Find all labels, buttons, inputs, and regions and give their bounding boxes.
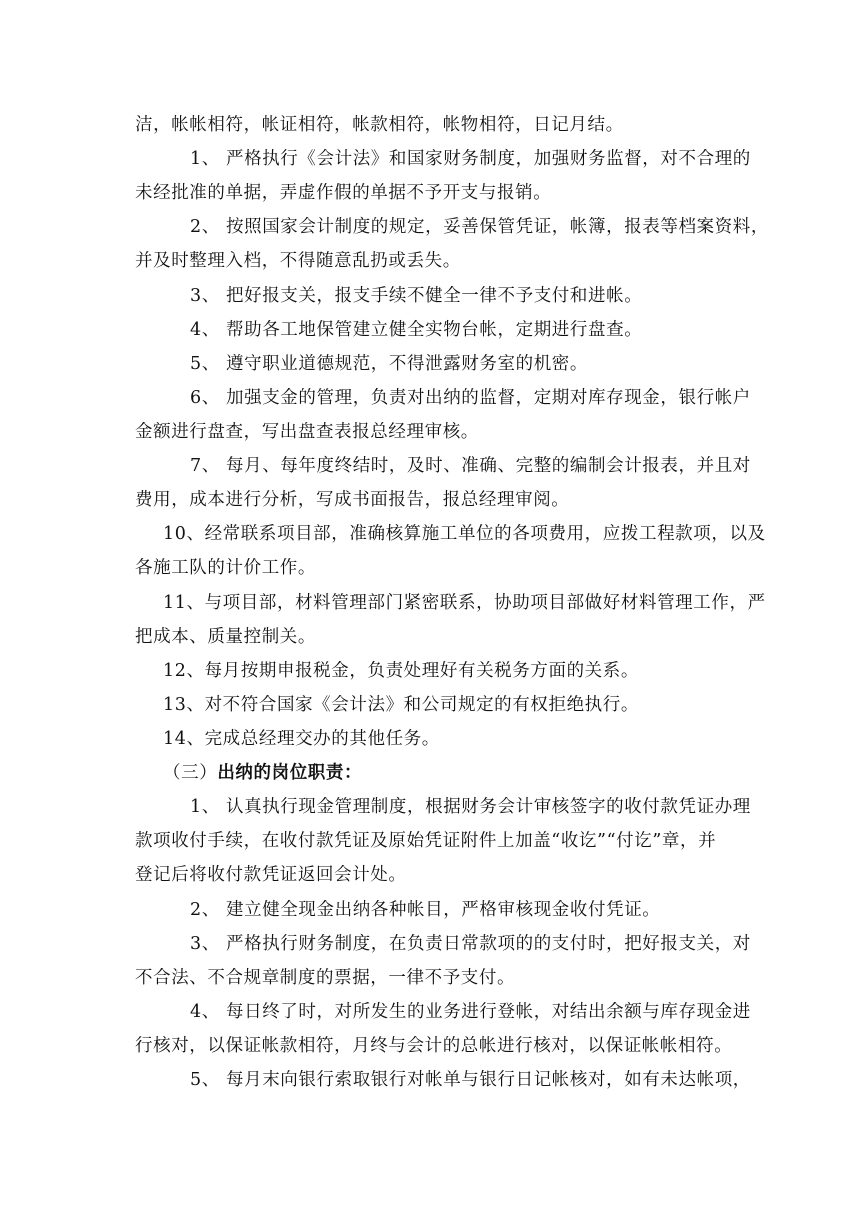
text-line-10: 金额进行盘查，写出盘查表报总经理审核。 <box>135 422 479 442</box>
text-line-15: 11、与项目部，材料管理部门紧密联系，协助项目部做好材料管理工作，严 <box>163 593 766 613</box>
text-line-9: 6、 加强支金的管理，负责对出纳的监督，定期对库存现金，银行帐户 <box>190 388 751 408</box>
text-line-5: 并及时整理入档，不得随意乱扔或丢失。 <box>135 251 461 271</box>
text-line-21: 1、 认真执行现金管理制度，根据财务会计审核签字的收付款凭证办理 <box>190 797 751 817</box>
text-line-23: 登记后将收付款凭证返回会计处。 <box>135 865 407 885</box>
text-line-26: 不合法、不合规章制度的票据，一律不予支付。 <box>135 968 516 988</box>
text-line-14: 各施工队的计价工作。 <box>135 558 316 578</box>
text-line-7: 4、 帮助各工地保管建立健全实物台帐，定期进行盘查。 <box>190 320 643 340</box>
text-line-28: 行核对，以保证帐款相符，月终与会计的总帐进行核对，以保证帐帐相符。 <box>135 1036 733 1056</box>
section-heading <box>163 761 362 785</box>
text-line-22: 款项收付手续，在收付款凭证及原始凭证附件上加盖“收讫”“付讫”章，并 <box>135 831 717 851</box>
text-line-8: 5、 遵守职业道德规范，不得泄露财务室的机密。 <box>190 354 588 374</box>
text-line-12: 费用，成本进行分析，写成书面报告，报总经理审阅。 <box>135 490 570 510</box>
section-title: 出纳的岗位职责： <box>217 763 363 783</box>
text-line-3: 未经批准的单据，弄虚作假的单据不予开支与报销。 <box>135 183 552 203</box>
text-line-13: 10、经常联系项目部，准确核算施工单位的各项费用，应拨工程款项，以及 <box>163 524 766 544</box>
section-number: （三） <box>163 763 218 783</box>
text-line-11: 7、 每月、每年度终结时，及时、准确、完整的编制会计报表，并且对 <box>190 456 751 476</box>
text-line-16: 把成本、质量控制关。 <box>135 627 316 647</box>
text-line-24: 2、 建立健全现金出纳各种帐目，严格审核现金收付凭证。 <box>190 900 661 920</box>
text-line-27: 4、 每日终了时，对所发生的业务进行登帐，对结出余额与库存现金进 <box>190 1002 751 1022</box>
text-line-25: 3、 严格执行财务制度，在负责日常款项的的支付时，把好报支关，对 <box>190 934 751 954</box>
text-line-19: 14、完成总经理交办的其他任务。 <box>163 729 440 749</box>
text-line-2: 1、 严格执行《会计法》和国家财务制度，加强财务监督，对不合理的 <box>190 149 751 169</box>
text-line-29: 5、 每月末向银行索取银行对帐单与银行日记帐核对，如有未达帐项， <box>190 1070 751 1090</box>
text-line-18: 13、对不符合国家《会计法》和公司规定的有权拒绝执行。 <box>163 695 639 715</box>
text-line-17: 12、每月按期申报税金，负责处理好有关税务方面的关系。 <box>163 661 639 681</box>
text-line-6: 3、 把好报支关，报支手续不健全一律不予支付和进帐。 <box>190 286 643 306</box>
text-line-4: 2、 按照国家会计制度的规定，妥善保管凭证，帐簿，报表等档案资料， <box>190 217 769 237</box>
text-line-1: 洁，帐帐相符，帐证相符，帐款相符，帐物相符，日记月结。 <box>135 115 624 135</box>
